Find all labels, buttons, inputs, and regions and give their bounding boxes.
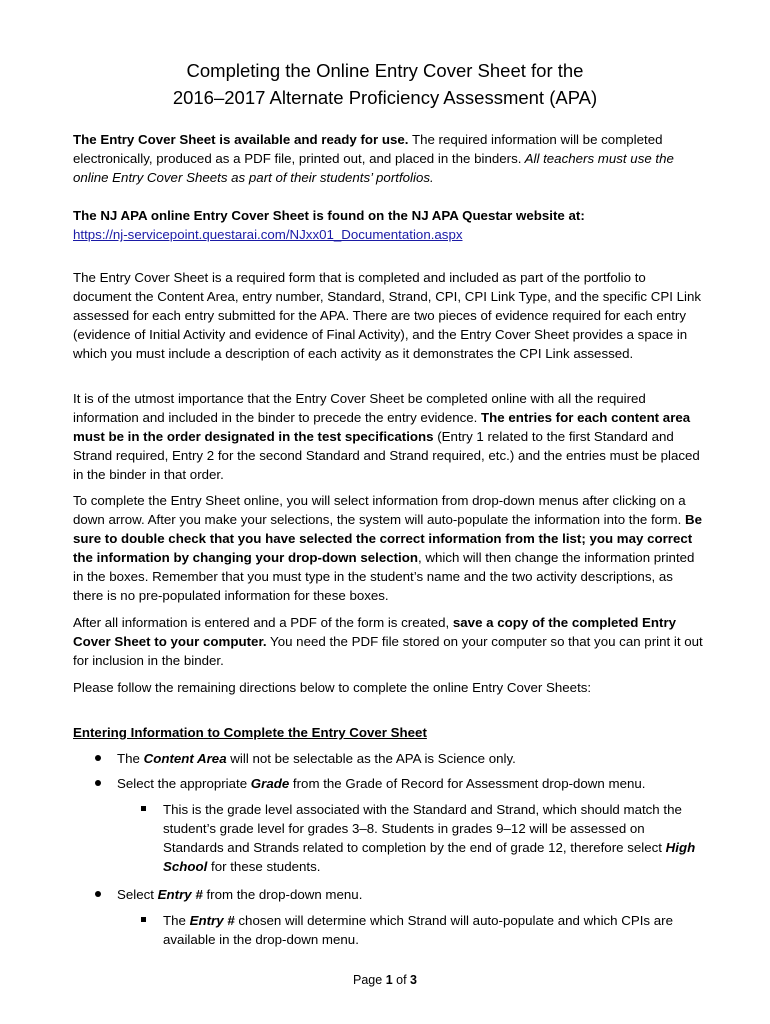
sub-bullet-3-emph: Entry # [189,913,235,928]
bullet-1-emph: Content Area [143,751,227,766]
document-title [0,57,770,111]
sub-bullet-3-a: The [163,913,190,928]
bullet-3-a: Select [117,887,158,902]
page-label: Page [353,973,386,987]
bullet-2-a: Select the appropriate [117,776,251,791]
paragraph-3-a: To complete the Entry Sheet online, you will select information from drop-down menus after clicking on a down arrow. After you make your selections, the system will auto-populate the information into the form. [73,493,686,527]
paragraph-5: Please follow the remaining directions below to complete the online Entry Cover Sheets: [73,680,592,695]
bullet-2-c: from the Grade of Record for Assessment drop-down menu. [289,776,646,791]
section-heading-text: Entering Information to Complete the Entry Cover Sheet [73,725,427,740]
page-of: of [392,973,411,987]
square-bullet-icon [141,806,146,811]
bullet-2-emph: Grade [250,776,290,791]
bullet-text [117,774,707,793]
paragraph-1: The Entry Cover Sheet is a required form that is completed and included as part of the portfolio to document the Content Area, entry number, Standard, Strand, CPI, CPI Link Type, and the specific CPI Link assessed for each entry submitted for the APA. There are two pieces of evidence required for each entry (evidence of Initial Activity and evidence of Final Activity), and the Entry Cover Sheet provides a space in which you must include a description of each activity as it demonstrates the CPI Link assessed. [73,270,702,361]
paragraph-3-c: , which will then change the information printed in the boxes. Remember that you must type in the student’s name and the two activity descriptions, as there is no pre-populated information for these boxes. [73,550,695,603]
section-heading [73,723,705,742]
title-line-1: Completing the Online Entry Cover Sheet for the [186,60,584,81]
bullet-dot-icon [95,755,101,761]
sub-bullet-text [163,800,708,876]
square-bullet-icon [141,917,146,922]
intro-italic: All teachers must use the online Entry Cover Sheets as part of their students’ portfolios. [73,151,674,185]
page-footer [0,971,770,989]
sub-bullet-2-emph: High School [163,840,696,874]
bullet-text [117,885,707,904]
bullet-text [117,749,707,768]
paragraph-4 [73,613,705,670]
sub-bullet-2-a: This is the grade level associated with the Standard and Strand, which should match the student’s grade level for grades 3–8. Students in grades 9–12 will be assessed on Standards and Strands related to completion by the end of grade 12, therefore select [163,802,682,855]
bullet-3-emph: Entry # [157,887,203,902]
bullet-3-c: from the drop-down menu. [202,887,363,902]
website-paragraph [73,206,705,244]
page-total: 3 [410,973,417,987]
paragraph-4-a: After all information is entered and a PDF of the form is created, [73,615,453,630]
sub-bullet-text [163,911,708,949]
intro-bold: The Entry Cover Sheet is available and ready for use. [73,132,409,147]
paragraph-2-c: (Entry 1 related to the first Standard and Strand required, Entry 2 for the second Standard and Strand required, etc.) and the entries must be placed in the binder in that order. [73,429,700,482]
title-line-2: 2016–2017 Alternate Proficiency Assessment (APA) [172,87,598,108]
paragraph-2-a: It is of the utmost importance that the Entry Cover Sheet be completed online with all the required information and included in the binder to precede the entry evidence. [73,391,646,425]
bullet-1-a: The [117,751,144,766]
paragraph-2 [73,389,705,484]
sub-bullet-2-c: for these students. [207,859,321,874]
paragraph-3-bold: Be sure to double check that you have selected the correct information from the list; you may correct the information by changing your drop-down selection [73,512,702,565]
bullet-dot-icon [95,780,101,786]
page-number: 1 [385,973,393,987]
website-label: The NJ APA online Entry Cover Sheet is found on the NJ APA Questar website at: [73,208,585,223]
paragraph-4-bold: save a copy of the completed Entry Cover Sheet to your computer. [73,615,677,649]
bullet-1-c: will not be selectable as the APA is Science only. [226,751,516,766]
intro-normal: The required information will be completed electronically, produced as a PDF file, printed out, and placed in the binders. [73,132,663,166]
sub-bullet-3-c: chosen will determine which Strand will auto-populate and which CPIs are available in the drop-down menu. [163,913,673,947]
website-link[interactable]: https://nj-servicepoint.questarai.com/NJxx01_Documentation.aspx [73,227,463,242]
bullet-dot-icon [95,891,101,897]
paragraph-2-bold: The entries for each content area must be in the order designated in the test specifications [73,410,691,444]
intro-paragraph [73,130,705,187]
paragraph-4-c: You need the PDF file stored on your computer so that you can print it out for inclusion in the binder. [73,634,703,668]
paragraph-3 [73,491,705,605]
